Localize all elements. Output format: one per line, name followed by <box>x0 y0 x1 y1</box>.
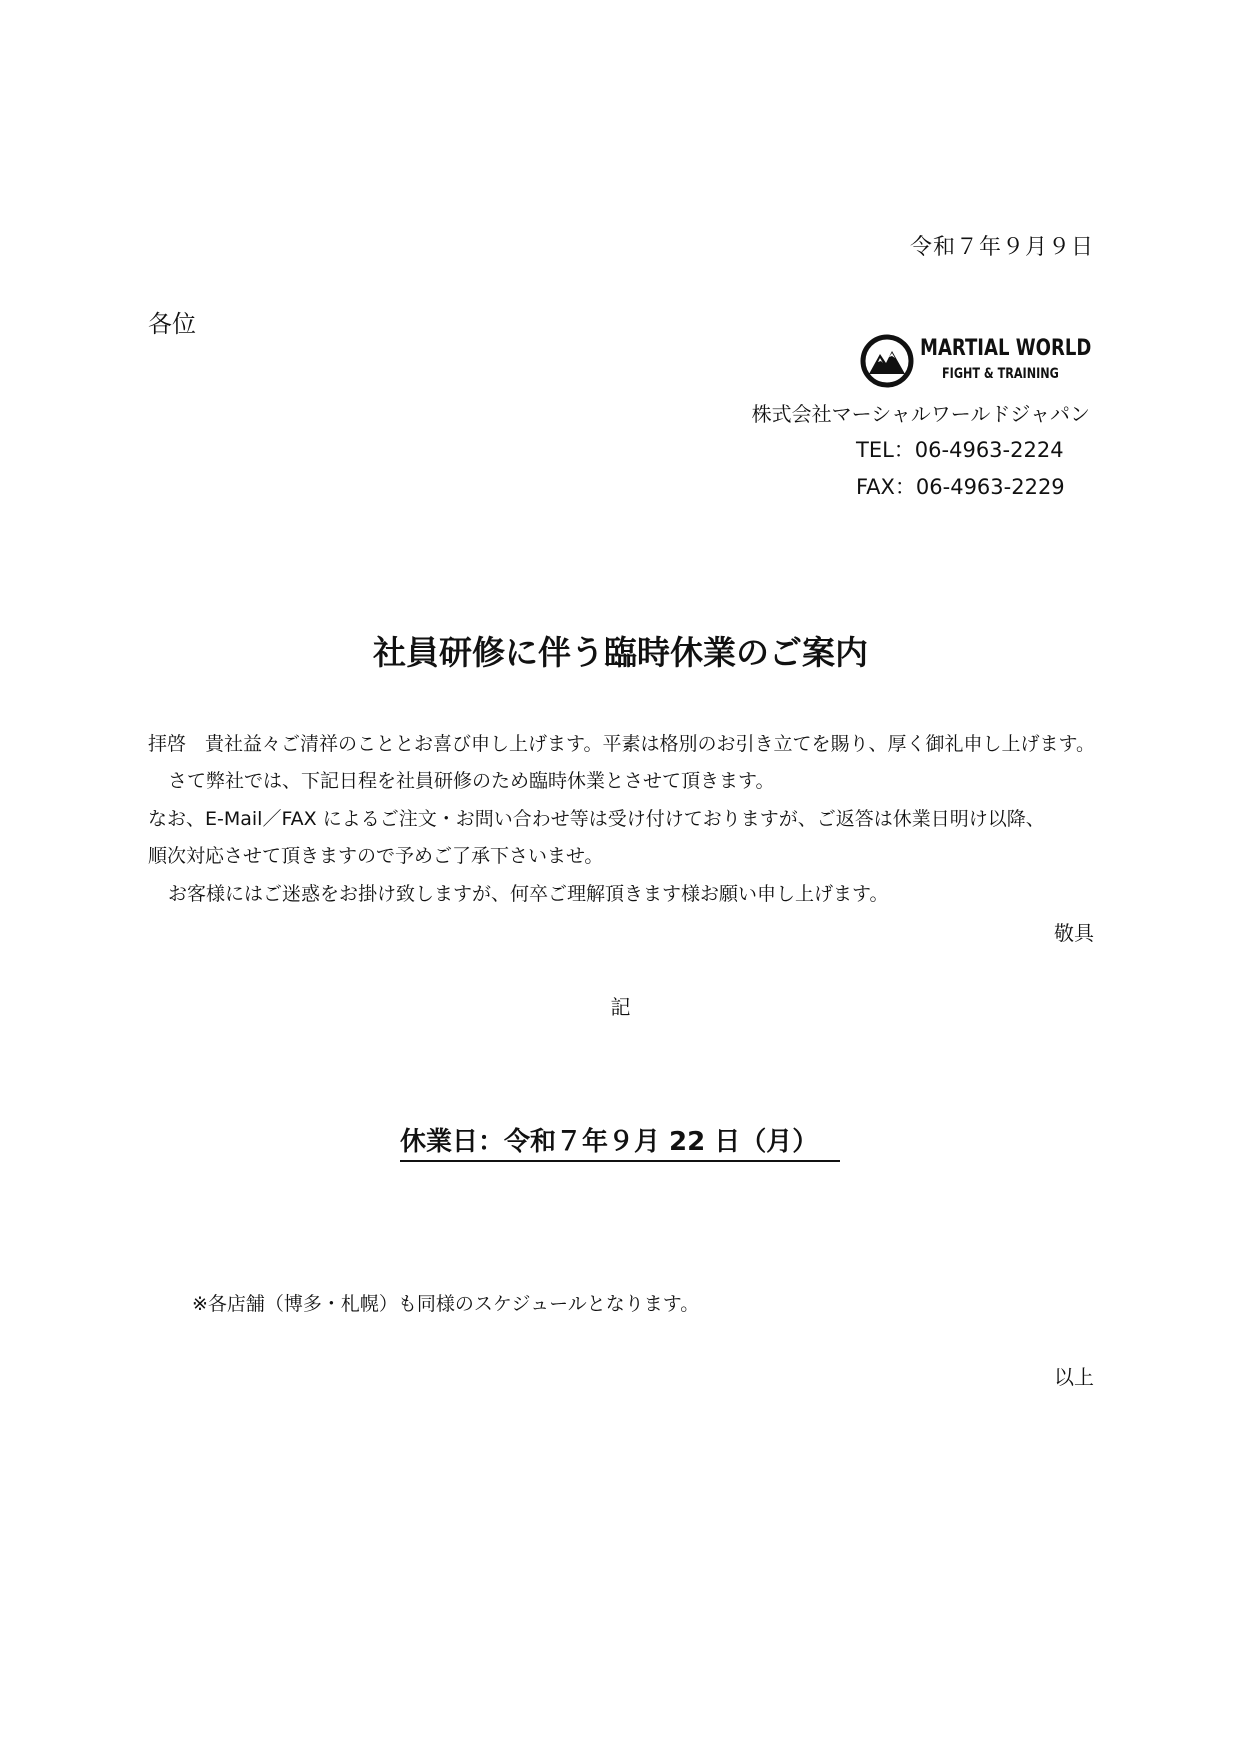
company-logo <box>860 334 1092 390</box>
body-line: さて弊社では、下記日程を社員研修のため臨時休業とさせて頂きます。 <box>168 770 775 792</box>
body-line: 拝啓 貴社益々ご清祥のこととお喜び申し上げます。平素は格別のお引き立てを賜り、厚く御礼申し上げます。 <box>148 733 1095 755</box>
fax-number: FAX：06-4963-2229 <box>856 475 1065 499</box>
body-line: 順次対応させて頂きますので予めご了承下さいませ。 <box>148 845 604 867</box>
mountain-logo-icon <box>860 334 914 388</box>
end-marker: 以上 <box>1054 1365 1094 1389</box>
phone-number: TEL：06-4963-2224 <box>856 438 1064 462</box>
closing-phrase: 敬具 <box>1054 921 1094 945</box>
logo-text-sub: FIGHT & TRAINING <box>942 366 1059 382</box>
company-name: 株式会社マーシャルワールドジャパン <box>751 402 1090 426</box>
ki-marker: 記 <box>610 995 631 1019</box>
document-date: 令和７年９月９日 <box>909 235 1094 260</box>
recipient: 各位 <box>148 310 196 338</box>
store-note: ※各店舗（博多・札幌）も同様のスケジュールとなります。 <box>192 1293 700 1315</box>
logo-text-main: MARTIAL WORLD <box>920 336 1092 361</box>
document-title: 社員研修に伴う臨時休業のご案内 <box>373 633 868 672</box>
holiday-date: 休業日：令和７年９月 22 日（月） <box>400 1121 840 1162</box>
body-line: なお、E-Mail／FAX によるご注文・お問い合わせ等は受け付けておりますが、ご返答は休業日明け以降、 <box>148 808 1045 830</box>
body-line: お客様にはご迷惑をお掛け致しますが、何卒ご理解頂きます様お願い申し上げます。 <box>168 883 889 905</box>
